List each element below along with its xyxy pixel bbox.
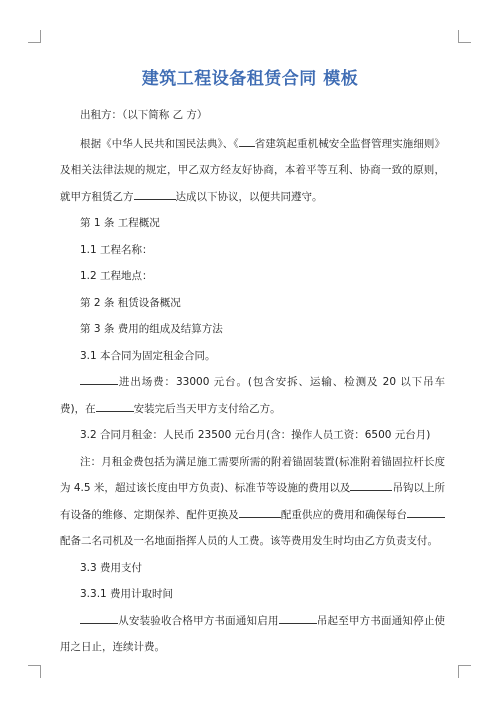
intro-text-3: 达成以下协议，以便共同遵守。 xyxy=(175,190,323,203)
entry-fee-text-1: 进出场费：33000 元台。(包含安拆、运输、检测及 20 以下吊车费)，在 xyxy=(60,376,445,415)
entry-fee-text-2: 安装完后当天甲方支付给乙方。 xyxy=(133,402,281,415)
blank-billing-device-2 xyxy=(279,612,317,624)
document-title: 建筑工程设备租赁合同 模板 xyxy=(141,69,359,89)
article-3-heading: 第 3 条 费用的组成及结算方法 xyxy=(80,323,223,335)
intro-text-2: 省建筑起重机械安全监督管理实施细则》及相关法律法规的规定，甲乙双方经友好协商，本着平等互利、协商一致的原则，就甲方租赁乙方 xyxy=(60,137,446,203)
lessor-line: 出租方：（以下简称 乙 方） xyxy=(80,109,208,121)
billing-text-2: 吊起至甲方书面通知停止使用之日止，连续计费。 xyxy=(60,614,446,653)
blank-note-counterweight xyxy=(239,506,281,518)
crop-mark-bottom-right xyxy=(458,665,471,678)
blank-equipment xyxy=(134,188,176,200)
billing-time-heading: 3.3.1 费用计取时间 xyxy=(80,588,174,600)
note-text-3: 配重供应的费用和确保每台 xyxy=(280,508,408,521)
billing-paragraph xyxy=(60,608,445,661)
entry-fee-paragraph xyxy=(60,369,445,422)
project-location: 1.2 工程地点： xyxy=(80,270,153,282)
note-text-4: 配备二名司机及一名地面指挥人员的人工费。该等费用发生时均由乙方负责支付。 xyxy=(60,535,438,547)
note-text-2: 吊钩以上所有设备的维修、定期保养、配件更换及 xyxy=(60,482,445,521)
crop-mark-top-right xyxy=(458,30,471,43)
intro-paragraph xyxy=(60,131,445,211)
fixed-rent-clause: 3.1 本合同为固定租金合同。 xyxy=(80,349,216,362)
crop-mark-bottom-left xyxy=(28,665,41,678)
project-name: 1.1 工程名称： xyxy=(80,243,153,256)
blank-entry-fee-equipment xyxy=(80,373,118,385)
payment-heading: 3.3 费用支付 xyxy=(80,561,143,574)
blank-province xyxy=(239,135,255,147)
note-paragraph xyxy=(60,449,445,555)
monthly-rent-clause: 3.2 合同月租金：人民币 23500 元台月(含：操作人员工资：6500 元台月) xyxy=(80,429,431,441)
note-text-1: 注：月租金费包括为满足施工需要所需的附着锚固装置(标准附着锚固拉杆长度为 4.5 米，超过该长度由甲方负责)、标准节等设施的费用以及 xyxy=(60,455,445,494)
blank-entry-fee-device xyxy=(96,400,134,412)
billing-text-1: 从安装验收合格甲方书面通知启用 xyxy=(118,614,279,627)
document-body xyxy=(60,108,445,667)
blank-note-each-unit xyxy=(407,506,445,518)
article-2-heading: 第 2 条 租赁设备概况 xyxy=(80,296,181,309)
crop-mark-top-left xyxy=(28,30,41,43)
blank-billing-device xyxy=(80,612,118,624)
intro-text-1: 根据《中华人民共和国民法典》、《 xyxy=(80,137,239,150)
article-1-heading: 第 1 条 工程概况 xyxy=(80,217,160,229)
blank-note-device xyxy=(350,479,392,491)
